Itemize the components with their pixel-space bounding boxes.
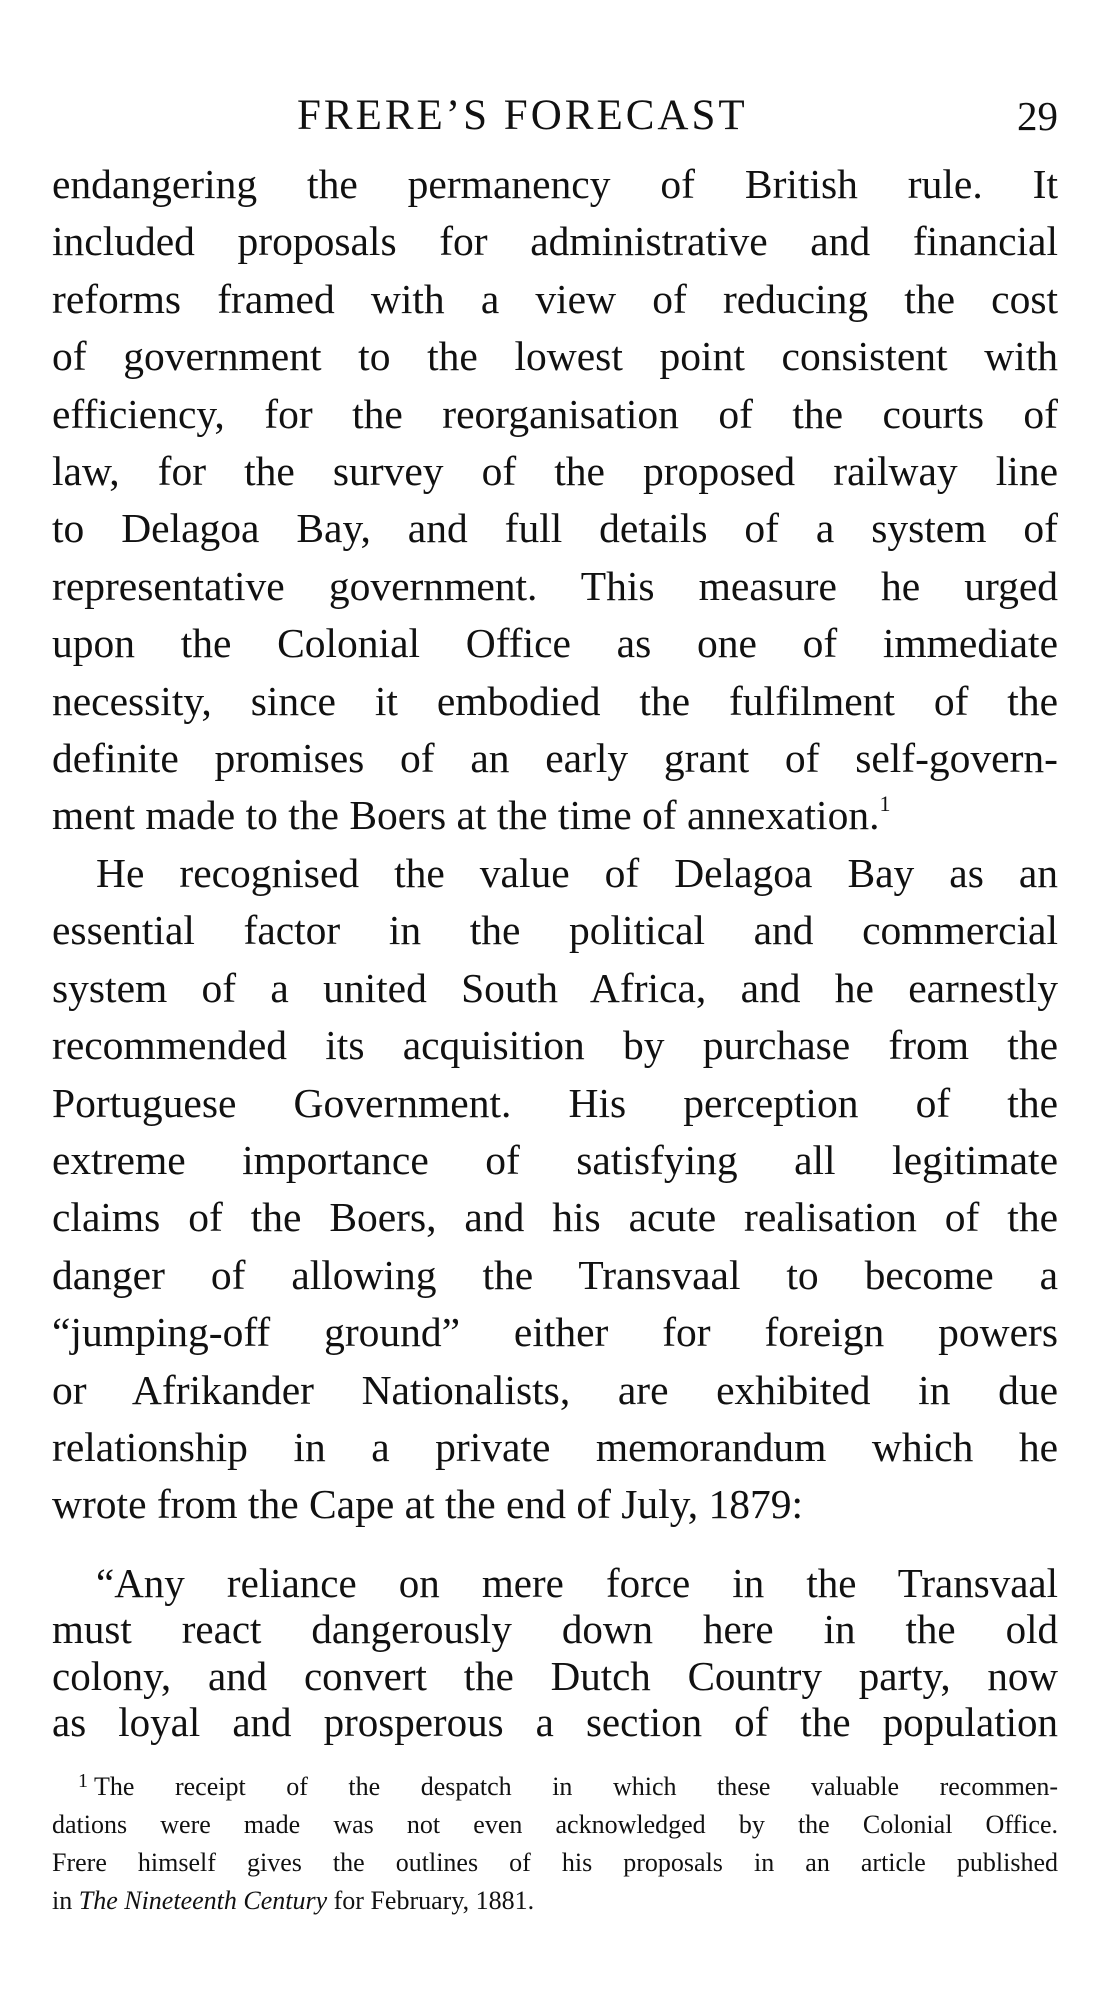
quote-line: “Any reliance on mere force in the Transvaal [96, 1559, 1058, 1606]
body-line: or Afrikander Nationalists, are exhibited in due [52, 1366, 1058, 1413]
running-title: FRERE’S FORECAST [297, 92, 748, 139]
body-line: of government to the lowest point consistent with [52, 333, 1058, 380]
book-page [52, 90, 1058, 1920]
footnote-reference: 1 [879, 791, 891, 817]
body-line: relationship in a private memorandum which he [52, 1423, 1058, 1470]
body-line-text: ment made to the Boers at the time of annexation. [52, 792, 880, 839]
body-line: “jumping-off ground” either for foreign powers [52, 1309, 1058, 1356]
running-head [52, 90, 1058, 142]
paragraph-2 [52, 845, 1058, 1534]
body-line: reforms framed with a view of reducing the cost [52, 275, 1058, 322]
body-line: endangering the permanency of British rule. It [52, 161, 1058, 207]
body-line: claims of the Boers, and his acute realisation of the [52, 1194, 1058, 1241]
paragraph-1 [52, 156, 1058, 845]
body-line: necessity, since it embodied the fulfilment of the [52, 677, 1058, 724]
quote-line: must react dangerously down here in the old [52, 1606, 1058, 1653]
body-line: extreme importance of satisfying all legitimate [52, 1136, 1058, 1183]
body-line: law, for the survey of the proposed railway line [52, 448, 1058, 495]
body-line: efficiency, for the reorganisation of the courts of [52, 390, 1058, 437]
body-line: essential factor in the political and commercial [52, 907, 1058, 954]
quote-line: as loyal and prosperous a section of the population [52, 1699, 1058, 1746]
quote-line: colony, and convert the Dutch Country party, now [52, 1652, 1058, 1699]
footnote-line: dations were made was not even acknowledged by the Colonial Office. [52, 1809, 1058, 1839]
body-line: recommended its acquisition by purchase from the [52, 1022, 1058, 1069]
footnote-text: The receipt of the despatch in which these valuable recommen- [94, 1771, 1058, 1801]
body-line [52, 787, 1058, 844]
body-line: upon the Colonial Office as one of immediate [52, 620, 1058, 667]
footnote-line [52, 1882, 1058, 1920]
block-quote [52, 1560, 1058, 1746]
body-line: definite promises of an early grant of self-govern- [52, 735, 1058, 782]
body-line: included proposals for administrative and financial [52, 218, 1058, 265]
body-line: Portuguese Government. His perception of the [52, 1079, 1058, 1126]
body-line: representative government. This measure he urged [52, 562, 1058, 609]
footnote-text: for February, 1881. [327, 1885, 535, 1915]
journal-title: The Nineteenth Century [78, 1885, 328, 1915]
body-line: to Delagoa Bay, and full details of a system of [52, 505, 1058, 552]
footnote-line: Frere himself gives the outlines of his proposals in an article published [52, 1847, 1058, 1877]
body-line: system of a united South Africa, and he earnestly [52, 964, 1058, 1011]
footnote [52, 1768, 1058, 1920]
body-line: wrote from the Cape at the end of July, 1879: [52, 1481, 804, 1528]
body-line: danger of allowing the Transvaal to become a [52, 1251, 1058, 1298]
page-number: 29 [1017, 93, 1058, 139]
footnote-text: in [52, 1885, 79, 1915]
footnote-line [52, 1768, 1058, 1806]
footnote-marker: 1 [78, 1769, 88, 1792]
body-line: He recognised the value of Delagoa Bay as an [96, 849, 1058, 896]
